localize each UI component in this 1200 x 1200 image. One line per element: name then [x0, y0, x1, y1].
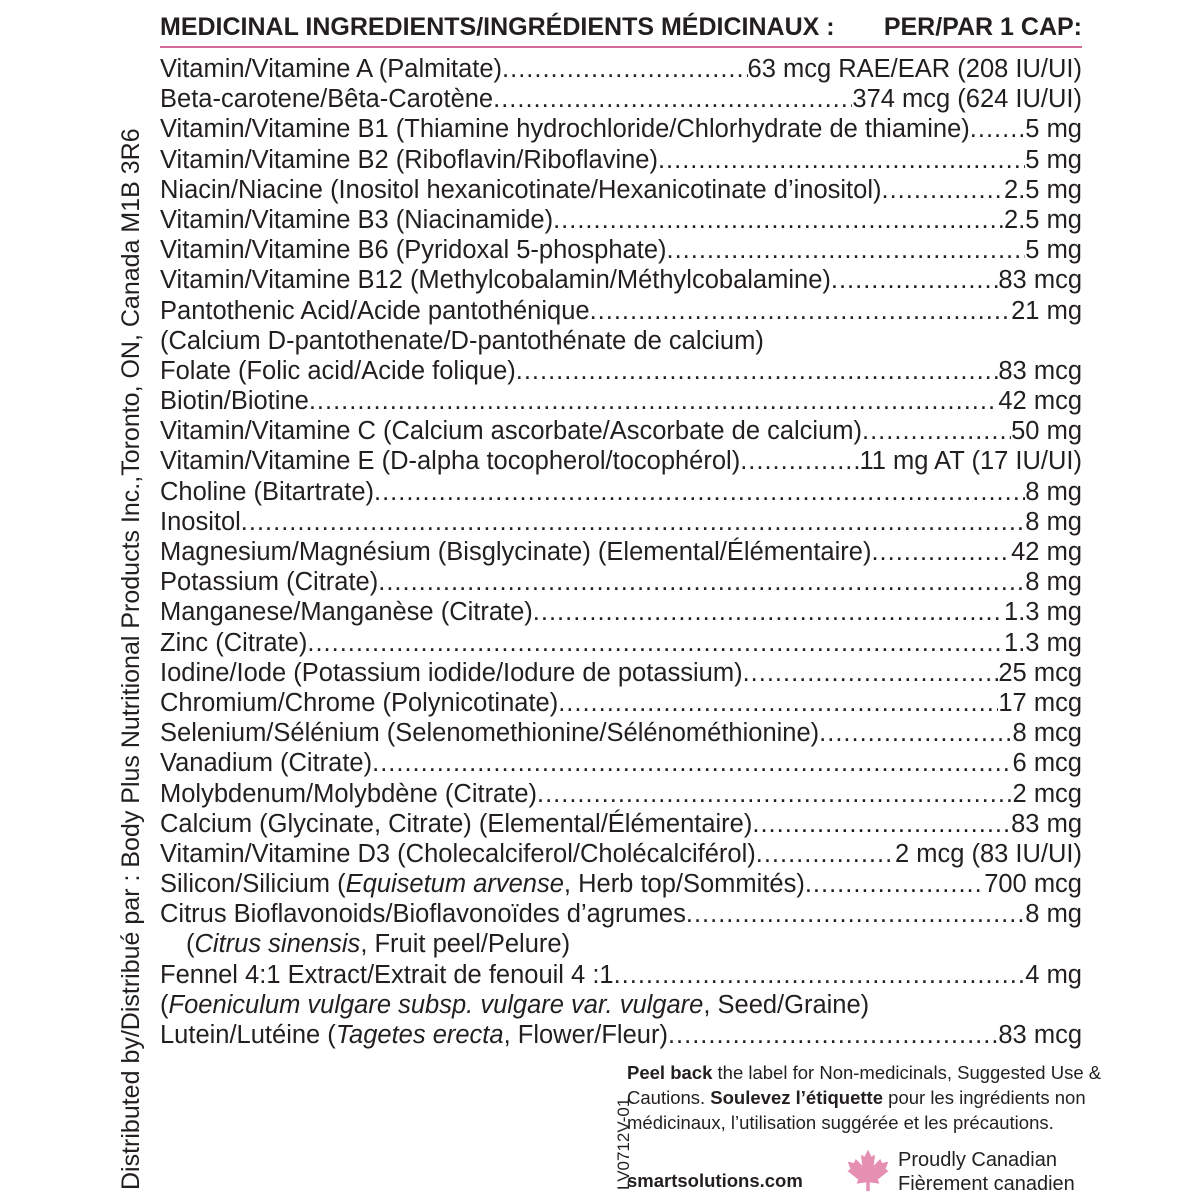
ingredient-row: [160, 477, 1082, 507]
dot-leader: [537, 779, 1013, 809]
ingredient-name: [160, 779, 537, 809]
ingredient-row: [160, 869, 1082, 899]
ingredient-amount: 1.3 mg: [1004, 598, 1082, 627]
dot-leader: [553, 205, 1004, 235]
ingredient-name-text: Vanadium (Citrate): [160, 749, 373, 778]
ingredient-name: [160, 869, 805, 899]
ingredient-name: [160, 688, 558, 718]
ingredient-row: [160, 658, 1082, 688]
dot-leader: [743, 658, 999, 688]
ingredient-row: [160, 175, 1082, 205]
dot-leader: [309, 386, 999, 416]
ingredient-name-text: Molybdenum/Molybdène (Citrate): [160, 779, 537, 808]
ingredient-name-text: Pantothenic Acid/Acide pantothénique: [160, 296, 590, 325]
ingredient-latin-name: Tagetes erecta: [335, 1021, 504, 1049]
dot-leader: [558, 688, 998, 718]
ingredient-row: [160, 688, 1082, 718]
proudly-canadian-en: Proudly Canadian: [898, 1149, 1057, 1171]
ingredient-name-text: Niacin/Niacine (Inositol hexanicotinate/Hexanicotinate d’inositol): [160, 175, 882, 204]
dot-leader: [756, 839, 895, 869]
ingredient-amount: 83 mcg: [998, 266, 1082, 295]
ingredient-amount: 25 mcg: [998, 658, 1082, 687]
dot-leader: [752, 809, 1011, 839]
peel-back-bold: Peel back: [627, 1062, 713, 1083]
ingredient-name: [160, 628, 307, 658]
ingredient-amount: 8 mcg: [1012, 719, 1082, 748]
ingredient-amount: 374 mcg (624 IU/UI): [852, 85, 1082, 114]
header-title: MEDICINAL INGREDIENTS/INGRÉDIENTS MÉDICINAUX :: [160, 13, 835, 41]
soulevez-text: pour les ingrédients non médicinaux, l’utilisation suggérée et les précautions.: [627, 1087, 1086, 1133]
ingredient-row: [160, 235, 1082, 265]
ingredient-name: [160, 175, 881, 205]
ingredient-amount: 1.3 mg: [1004, 628, 1082, 657]
dot-leader: [686, 899, 1025, 929]
dot-leader: [378, 567, 1025, 597]
dot-leader: [658, 145, 1025, 175]
dot-leader: [819, 718, 1012, 748]
dot-leader: [374, 477, 1025, 507]
ingredient-name: [160, 537, 871, 567]
soulevez-bold: Soulevez l’étiquette: [710, 1087, 884, 1108]
ingredient-name-text: (: [186, 930, 195, 959]
dot-leader: [241, 507, 1026, 537]
ingredient-subline: [160, 929, 1082, 959]
ingredient-name: [160, 960, 614, 990]
ingredient-name-text: Vitamin/Vitamine C (Calcium ascorbate/Ascorbate de calcium): [160, 417, 863, 446]
ingredient-name: [160, 658, 743, 688]
website: smartsolutions.com: [627, 1170, 803, 1191]
ingredient-amount: 8 mg: [1025, 900, 1082, 929]
ingredient-row: [160, 507, 1082, 537]
ingredient-row: [160, 809, 1082, 839]
ingredient-name: [160, 265, 831, 295]
ingredient-list: [160, 54, 1082, 1050]
ingredient-row: [160, 84, 1082, 114]
ingredient-row: [160, 839, 1082, 869]
ingredient-row: [160, 446, 1082, 476]
ingredient-name: [160, 899, 686, 929]
ingredient-name: [160, 839, 756, 869]
ingredient-amount: 700 mcg: [984, 870, 1082, 899]
ingredient-name: [160, 597, 533, 627]
ingredient-amount: 83 mcg: [998, 1021, 1082, 1049]
ingredient-name-suffix: , Seed/Graine): [703, 990, 870, 1019]
ingredient-name-text: Choline (Bitartrate): [160, 477, 374, 506]
header-per-cap: PER/PAR 1 CAP:: [883, 13, 1082, 41]
ingredient-row: [160, 597, 1082, 627]
maple-leaf-icon: [845, 1148, 891, 1192]
ingredient-name-text: Inositol: [160, 507, 241, 536]
ingredient-name-text: Iodine/Iode (Potassium iodide/Iodure de potassium): [160, 658, 743, 687]
ingredient-amount: 2.5 mg: [1004, 205, 1082, 234]
ingredient-amount: 2.5 mg: [1004, 175, 1082, 204]
ingredient-row: [160, 748, 1082, 778]
ingredient-amount: 8 mg: [1025, 477, 1082, 506]
ingredient-amount: 5 mg: [1025, 236, 1082, 265]
proudly-canadian-fr: Fièrement canadien: [898, 1173, 1075, 1195]
dot-leader: [668, 1020, 998, 1050]
ingredient-row: [160, 114, 1082, 144]
ingredient-row: [160, 899, 1082, 929]
ingredient-row: [160, 145, 1082, 175]
ingredient-name-text: Selenium/Sélénium (Selenomethionine/Sélénométhionine): [160, 719, 820, 748]
ingredient-latin-name: Foeniculum vulgare subsp. vulgare var. vulgare: [168, 990, 704, 1019]
peel-back-note: [627, 1060, 1107, 1135]
ingredient-row: [160, 356, 1082, 386]
ingredient-row: [160, 779, 1082, 809]
peel-back-text: the label for Non-medicinals, Suggested Use & Cautions.: [627, 1062, 1102, 1108]
ingredient-name-text: Zinc (Citrate): [160, 628, 308, 657]
ingredient-name: [160, 54, 502, 84]
ingredient-amount: 42 mg: [1011, 538, 1082, 566]
dot-leader: [831, 265, 999, 295]
dot-leader: [667, 235, 1026, 265]
ingredient-name: [160, 507, 241, 537]
dot-leader: [614, 960, 1026, 990]
ingredient-name-text: Vitamin/Vitamine D3 (Cholecalciferol/Cholécalciférol): [160, 839, 756, 868]
proudly-canadian: [898, 1148, 1075, 1196]
ingredient-row: [160, 960, 1082, 990]
ingredient-name: [160, 446, 740, 476]
ingredient-amount: 17 mcg: [998, 688, 1082, 717]
dot-leader: [307, 628, 1004, 658]
ingredient-name: [160, 991, 869, 1019]
ingredient-latin-name: Equisetum arvense: [345, 870, 564, 899]
ingredient-name-text: Potassium (Citrate): [160, 568, 379, 597]
ingredient-name-text: Biotin/Biotine: [160, 387, 309, 416]
ingredient-name: [160, 84, 493, 114]
ingredient-name-suffix: , Herb top/Sommités): [563, 870, 805, 899]
header-rule: [160, 46, 1082, 48]
ingredient-name-text: Beta-carotene/Bêta-Carotène: [160, 85, 494, 114]
ingredient-row: [160, 416, 1082, 446]
ingredient-amount: 6 mcg: [1012, 749, 1082, 778]
ingredient-name: [160, 114, 970, 144]
ingredient-amount: 4 mg: [1025, 960, 1082, 989]
ingredient-amount: 50 mg: [1011, 417, 1082, 446]
ingredient-name: [160, 477, 374, 507]
ingredient-name-text: Vitamin/Vitamine B2 (Riboflavin/Riboflavine): [160, 145, 658, 174]
ingredient-name: [186, 930, 570, 958]
ingredient-name: [160, 809, 752, 839]
dot-leader: [970, 114, 1026, 144]
ingredient-name-text: (Calcium D-pantothenate/D-pantothénate de calcium): [160, 326, 764, 355]
ingredient-amount: 83 mg: [1011, 809, 1082, 838]
ingredient-name-text: Vitamin/Vitamine B1 (Thiamine hydrochloride/Chlorhydrate de thiamine): [160, 115, 970, 144]
ingredients-header: [160, 10, 1082, 44]
ingredient-row: [160, 718, 1082, 748]
ingredient-name-text: Folate (Folic acid/Acide folique): [160, 356, 516, 385]
ingredient-name-suffix: , Fruit peel/Pelure): [360, 930, 571, 959]
dot-leader: [493, 84, 852, 114]
ingredient-subline: [160, 990, 1082, 1020]
ingredient-name-text: Vitamin/Vitamine B12 (Methylcobalamin/Méthylcobalamine): [160, 266, 831, 295]
ingredient-name: [160, 1020, 668, 1050]
ingredient-amount: 21 mg: [1011, 296, 1082, 325]
ingredient-name: [160, 356, 516, 386]
ingredient-amount: 2 mcg: [1012, 779, 1082, 808]
ingredient-name: [160, 145, 658, 175]
ingredient-amount: 8 mg: [1025, 568, 1082, 597]
ingredient-row: [160, 54, 1082, 84]
ingredient-row: [160, 296, 1082, 326]
ingredient-name-text: Vitamin/Vitamine E (D-alpha tocopherol/tocophérol): [160, 447, 741, 476]
maple-leaf-shape: [847, 1150, 888, 1191]
dot-leader: [871, 537, 1011, 567]
dot-leader: [502, 54, 748, 84]
ingredient-amount: 63 mcg RAE/EAR (208 IU/UI): [747, 55, 1082, 83]
ingredient-row: [160, 386, 1082, 416]
dot-leader: [516, 356, 999, 386]
ingredient-name-text: Chromium/Chrome (Polynicotinate): [160, 688, 559, 717]
ingredient-row: [160, 628, 1082, 658]
ingredient-name: [160, 327, 764, 355]
dot-leader: [590, 296, 1012, 326]
ingredient-name-text: Citrus Bioflavonoids/Bioflavonoïdes d’agrumes: [160, 900, 686, 929]
ingredient-name: [160, 205, 553, 235]
ingredient-name-text: (: [160, 990, 169, 1019]
ingredient-row: [160, 567, 1082, 597]
ingredient-name: [160, 567, 378, 597]
lot-code: LV0712V-01: [614, 1097, 633, 1190]
ingredient-name: [160, 748, 372, 778]
dot-leader: [881, 175, 1004, 205]
ingredient-amount: 5 mg: [1025, 145, 1082, 174]
ingredient-name-text: Lutein/Lutéine (: [160, 1021, 336, 1049]
ingredient-amount: 11 mg AT (17 IU/UI): [859, 447, 1082, 476]
ingredient-amount: 2 mcg (83 IU/UI): [894, 839, 1082, 868]
ingredient-subline: [160, 326, 1082, 356]
distributor-text: Distributed by/Distribué par : Body Plus Nutritional Products Inc.,Toronto, ON, Canada M1B 3R6: [117, 128, 145, 1190]
ingredient-name-text: Silicon/Silicium (: [160, 870, 346, 899]
ingredient-name-text: Calcium (Glycinate, Citrate) (Elemental/Élémentaire): [160, 809, 753, 838]
dot-leader: [533, 597, 1004, 627]
ingredient-name: [160, 416, 862, 446]
ingredient-row: [160, 205, 1082, 235]
ingredient-name-text: Vitamin/Vitamine B3 (Niacinamide): [160, 205, 554, 234]
ingredient-name-text: Vitamin/Vitamine A (Palmitate): [160, 55, 503, 83]
ingredient-name-text: Fennel 4:1 Extract/Extrait de fenouil 4 :1: [160, 960, 614, 989]
ingredient-name-text: Manganese/Manganèse (Citrate): [160, 598, 533, 627]
ingredient-name-text: Vitamin/Vitamine B6 (Pyridoxal 5-phosphate): [160, 236, 667, 265]
ingredient-name-suffix: , Flower/Fleur): [503, 1021, 668, 1049]
ingredients-panel: [160, 10, 1082, 1050]
ingredient-amount: 8 mg: [1025, 507, 1082, 536]
ingredient-name: [160, 296, 590, 326]
ingredient-name: [160, 235, 667, 265]
ingredient-name: [160, 386, 309, 416]
ingredient-latin-name: Citrus sinensis: [194, 930, 361, 959]
ingredient-row: [160, 1020, 1082, 1050]
ingredient-name: [160, 718, 819, 748]
ingredient-row: [160, 265, 1082, 295]
ingredient-amount: 42 mcg: [998, 387, 1082, 416]
dot-leader: [740, 446, 859, 476]
ingredient-amount: 5 mg: [1025, 115, 1082, 144]
dot-leader: [805, 869, 984, 899]
ingredient-amount: 83 mcg: [998, 356, 1082, 385]
ingredient-name-text: Magnesium/Magnésium (Bisglycinate) (Elemental/Élémentaire): [160, 538, 872, 566]
dot-leader: [862, 416, 1011, 446]
ingredient-row: [160, 537, 1082, 567]
dot-leader: [372, 748, 1012, 778]
